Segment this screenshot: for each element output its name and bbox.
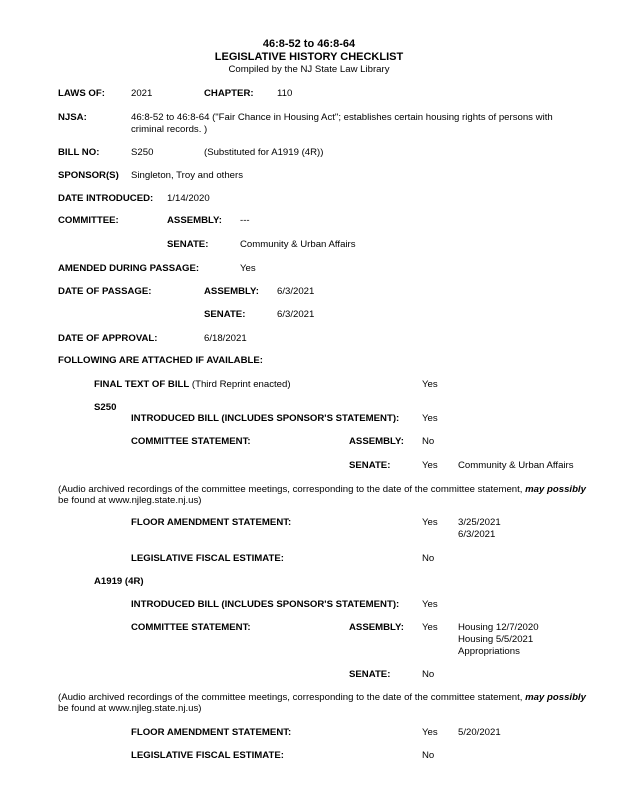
a1919-floor-label: FLOOR AMENDMENT STATEMENT:	[131, 727, 292, 738]
s250-assembly-value: No	[422, 436, 435, 447]
final-text-value: Yes	[422, 379, 438, 390]
attached-heading: FOLLOWING ARE ATTACHED IF AVAILABLE:	[58, 355, 263, 366]
bill-no-label: BILL NO:	[58, 147, 100, 158]
passage-assembly-value: 6/3/2021	[277, 286, 315, 297]
s250-heading: S250	[94, 402, 117, 413]
s250-senate-detail: Community & Urban Affairs	[458, 460, 574, 471]
njsa-value: 46:8-52 to 46:8-64 ("Fair Chance in Housing Act"; establishes certain housing rights of persons with criminal records. )	[131, 112, 553, 135]
s250-introduced-label: INTRODUCED BILL (INCLUDES SPONSOR'S STATEMENT):	[131, 413, 400, 424]
s250-fiscal-label: LEGISLATIVE FISCAL ESTIMATE:	[131, 553, 284, 564]
a1919-introduced-label: INTRODUCED BILL (INCLUDES SPONSOR'S STATEMENT):	[131, 599, 400, 610]
s250-floor-date-1: 3/25/2021	[458, 517, 501, 528]
passage-assembly-label: ASSEMBLY:	[204, 286, 259, 297]
committee-assembly-value: ---	[240, 215, 250, 226]
a1919-introduced-value: Yes	[422, 599, 438, 610]
s250-committee-label: COMMITTEE STATEMENT:	[131, 436, 251, 447]
a1919-floor-date: 5/20/2021	[458, 727, 501, 738]
s250-senate-value: Yes	[422, 460, 438, 471]
s250-floor-value: Yes	[422, 517, 438, 528]
a1919-assembly-label: ASSEMBLY:	[349, 622, 404, 633]
a1919-senate-value: No	[422, 669, 435, 680]
laws-of-value: 2021	[131, 88, 153, 99]
a1919-senate-label: SENATE:	[349, 669, 391, 680]
document-subtitle: LEGISLATIVE HISTORY CHECKLIST	[214, 51, 404, 63]
njsa-label: NJSA:	[58, 112, 87, 123]
committee-senate-label: SENATE:	[167, 239, 209, 250]
s250-introduced-value: Yes	[422, 413, 438, 424]
date-introduced-value: 1/14/2020	[167, 193, 210, 204]
final-text-row	[94, 379, 291, 391]
compiled-by: Compiled by the NJ State Law Library	[228, 64, 390, 75]
date-introduced-label: DATE INTRODUCED:	[58, 193, 154, 204]
a1919-assembly-detail-3: Appropriations	[458, 646, 520, 657]
sponsors-value: Singleton, Troy and others	[131, 170, 243, 181]
committee-assembly-label: ASSEMBLY:	[167, 215, 222, 226]
a1919-assembly-value: Yes	[422, 622, 438, 633]
s250-floor-label: FLOOR AMENDMENT STATEMENT:	[131, 517, 292, 528]
bill-no-value: S250	[131, 147, 154, 158]
committee-label: COMMITTEE:	[58, 215, 119, 226]
a1919-heading: A1919 (4R)	[94, 576, 144, 587]
a1919-floor-value: Yes	[422, 727, 438, 738]
a1919-audio-note-text: (Audio archived recordings of the committee meetings, corresponding to the date of the committee statement,	[58, 692, 526, 703]
date-of-passage-label: DATE OF PASSAGE:	[58, 286, 152, 297]
s250-assembly-label: ASSEMBLY:	[349, 436, 404, 447]
a1919-assembly-detail-1: Housing 12/7/2020	[458, 622, 539, 633]
a1919-fiscal-value: No	[422, 750, 435, 761]
s250-fiscal-value: No	[422, 553, 435, 564]
date-of-approval-value: 6/18/2021	[204, 333, 247, 344]
date-of-approval-label: DATE OF APPROVAL:	[58, 333, 158, 344]
laws-of-label: LAWS OF:	[58, 88, 105, 99]
s250-audio-note-text: (Audio archived recordings of the committee meetings, corresponding to the date of the committee statement,	[58, 484, 526, 495]
a1919-fiscal-label: LEGISLATIVE FISCAL ESTIMATE:	[131, 750, 284, 761]
a1919-committee-label: COMMITTEE STATEMENT:	[131, 622, 251, 633]
chapter-label: CHAPTER:	[204, 88, 254, 99]
s250-audio-note-cont: be found at www.njleg.state.nj.us)	[58, 495, 202, 506]
s250-floor-date-2: 6/3/2021	[458, 529, 496, 540]
s250-audio-note-emphasis: may possibly	[525, 484, 586, 495]
amended-value: Yes	[240, 263, 256, 274]
chapter-value: 110	[277, 88, 293, 99]
sponsors-label: SPONSOR(S)	[58, 170, 119, 181]
s250-senate-label: SENATE:	[349, 460, 391, 471]
passage-senate-value: 6/3/2021	[277, 309, 315, 320]
a1919-audio-note-cont: be found at www.njleg.state.nj.us)	[58, 703, 202, 714]
a1919-audio-note-emphasis: may possibly	[525, 692, 586, 703]
committee-senate-value: Community & Urban Affairs	[240, 239, 356, 250]
bill-no-note: (Substituted for A1919 (4R))	[204, 147, 324, 158]
a1919-assembly-detail-2: Housing 5/5/2021	[458, 634, 534, 645]
passage-senate-label: SENATE:	[204, 309, 246, 320]
amended-label: AMENDED DURING PASSAGE:	[58, 263, 200, 274]
final-text-note: (Third Reprint enacted)	[191, 379, 291, 390]
final-text-label: FINAL TEXT OF BILL	[94, 379, 190, 390]
document-title: 46:8-52 to 46:8-64	[262, 38, 356, 50]
